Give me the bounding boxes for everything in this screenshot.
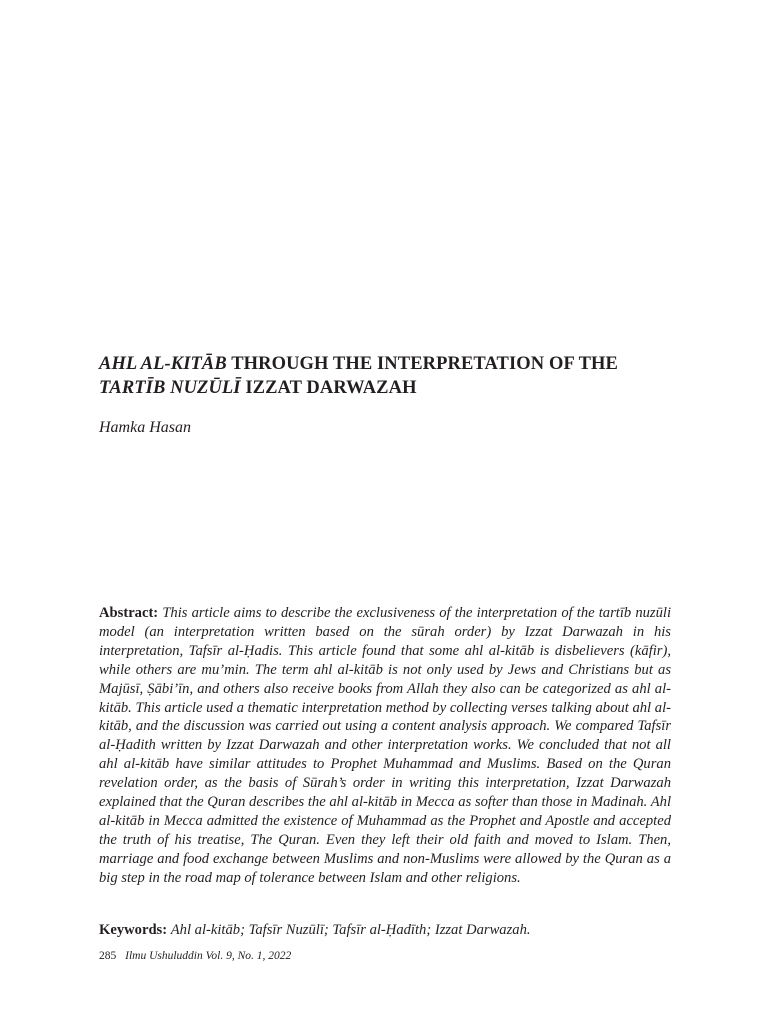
abstract-text: This article aims to describe the exclusiveness of the interpretation of the tartīb nuzūli model (an interpretation written based on the sūrah order) by Izzat Darwazah in his interpretation, Tafsīr al-Ḥadis. This article found that some ahl al-kitāb is disbelievers (kāfir), while others are mu’min. The term ahl al-kitāb is not only used by Jews and Christians but as Majūsī, Ṣābi’īn, and others also receive books from Allah they also can be categorized as ahl al-kitāb. This article used a thematic interpretation method by collecting verses talking about ahl al-kitāb, and the discussion was carried out using a content analysis approach. We compared Tafsīr al-Ḥadith written by Izzat Darwazah and other interpretation works. We concluded that not all ahl al-kitāb have similar attitudes to Prophet Muhammad and Muslims. Based on the Quran revelation order, as the basis of Sūrah’s order in writing this interpretation, Izzat Darwazah explained that the Quran describes the ahl al-kitāb in Mecca as softer than those in Madinah. Ahl al-kitāb in Mecca admitted the existence of Muhammad as the Prophet and Apostle and accepted the truth of his treatise, The Quran. Even they left their old faith and moved to Islam. Then, marriage and food exchange between Muslims and non-Muslims were allowed by the Quran as a big step in the road map of tolerance between Islam and other religions. [99, 605, 671, 886]
article-title [99, 352, 699, 400]
title-text-1: THROUGH THE INTERPRETATION OF THE [226, 354, 618, 374]
keywords-text: Ahl al-kitāb; Tafsīr Nuzūlī; Tafsīr al-Ḥadīth; Izzat Darwazah. [170, 922, 531, 938]
author-name: Hamka Hasan [99, 419, 191, 436]
title-text-2: IZZAT DARWAZAH [240, 378, 417, 398]
page-number: 285 [99, 950, 117, 962]
title-italic-term-1: AHL AL-KITĀB [99, 354, 227, 374]
journal-citation: Ilmu Ushuluddin Vol. 9, No. 1, 2022 [125, 950, 292, 962]
keywords-label: Keywords: [99, 922, 168, 938]
page-footer [99, 948, 291, 964]
keywords-block [99, 921, 699, 940]
title-italic-term-2: TARTĪB NUZŪLĪ [99, 378, 241, 398]
abstract-block [99, 604, 671, 888]
abstract-label: Abstract: [99, 605, 159, 621]
